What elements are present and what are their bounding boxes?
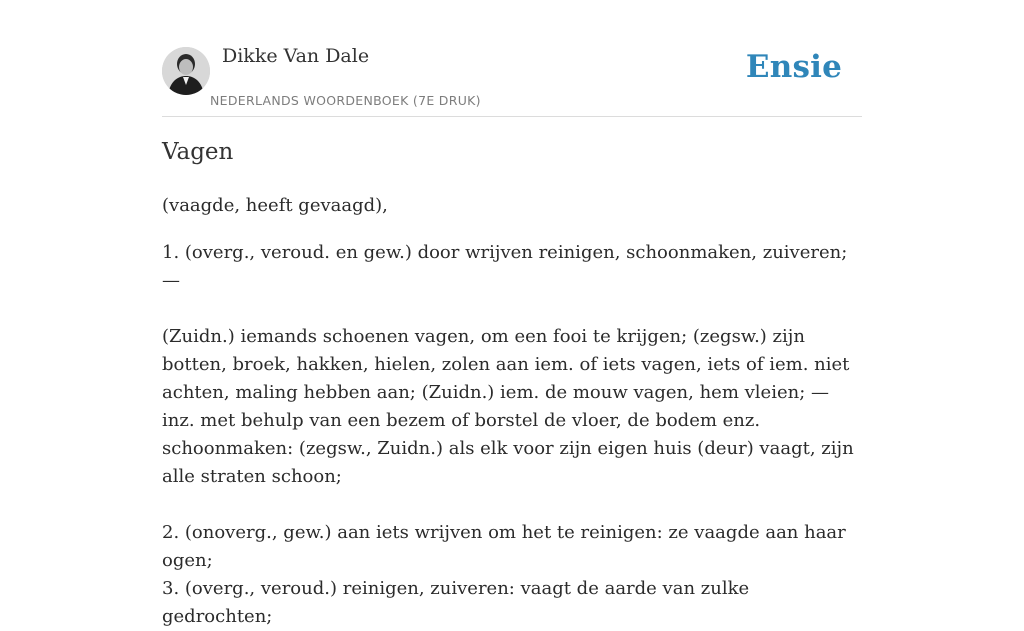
spacer — [162, 491, 862, 519]
sense-1-examples: (Zuidn.) iemands schoenen vagen, om een fooi te krijgen; (zegsw.) zijn botten, broek, hakken, hielen, zolen aan iem. of iets vagen, iets of iem. niet achten, maling hebben aan; (Zuidn.) iem. de mouw vagen, hem vleien; — inz. met behulp van een bezem of borstel de vloer, de bodem enz. schoonmaken: (zegsw., Zuidn.) als elk voor zijn eigen huis (deur) vaagt, zijn alle straten schoon; — [162, 326, 854, 487]
spacer — [162, 295, 862, 323]
entry-header — [162, 0, 862, 117]
entry-title: Vagen — [162, 139, 234, 165]
sense-2: 2. (onoverg., gew.) aan iets wrijven om het te reinigen: ze vaagde aan haar ogen; — [162, 522, 846, 571]
site-logo[interactable]: Ensie — [745, 49, 842, 85]
author-name[interactable]: Dikke Van Dale — [222, 45, 370, 67]
entry-content — [162, 192, 862, 631]
sense-3: 3. (overg., veroud.) reinigen, zuiveren: vaagt de aarde van zulke gedrochten; — [162, 578, 750, 627]
author-avatar[interactable] — [162, 47, 210, 95]
portrait-image — [162, 47, 210, 95]
page-container — [162, 0, 862, 627]
sense-1: 1. (overg., veroud. en gew.) door wrijven reinigen, schoonmaken, zuiveren; — — [162, 242, 848, 291]
entry-grammar: (vaagde, heeft gevaagd), — [162, 195, 388, 216]
source-subtitle: NEDERLANDS WOORDENBOEK (7E DRUK) — [210, 93, 481, 108]
